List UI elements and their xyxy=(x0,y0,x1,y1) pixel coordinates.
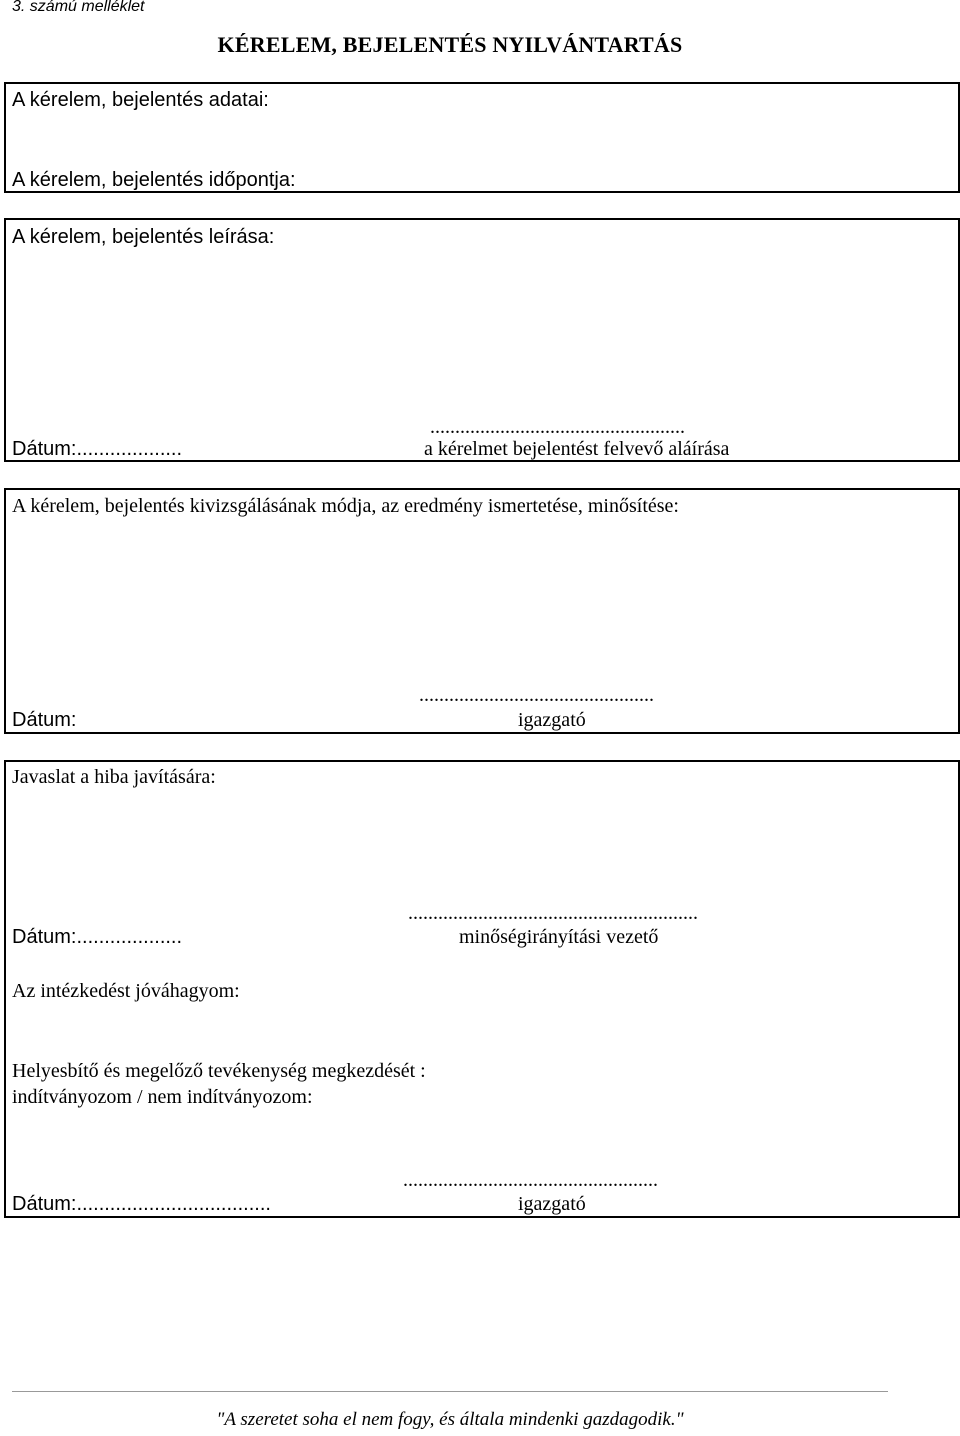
proposal-box xyxy=(4,760,960,1218)
date-field-3: Dátum:................... xyxy=(12,926,183,948)
date-field-1: Dátum:................... xyxy=(12,438,183,460)
signature-dots-2: ............................................... xyxy=(419,684,654,706)
request-description-box xyxy=(4,218,960,462)
footer-divider xyxy=(12,1391,888,1392)
request-time-label: A kérelem, bejelentés időpontja: xyxy=(12,169,296,191)
approval-label: Az intézkedést jóváhagyom: xyxy=(12,980,240,1002)
signature-caption-4: igazgató xyxy=(518,1193,586,1215)
signature-dots-4: ................................................... xyxy=(403,1169,658,1191)
page-title: KÉRELEM, BEJELENTÉS NYILVÁNTARTÁS xyxy=(217,32,683,57)
signature-caption-1: a kérelmet bejelentést felvevő aláírása xyxy=(424,438,730,460)
request-description-label: A kérelem, bejelentés leírása: xyxy=(12,226,275,248)
request-data-box xyxy=(4,82,960,193)
date-field-4: Dátum:................................... xyxy=(12,1193,271,1215)
signature-dots-3: .......................................................... xyxy=(408,902,698,924)
investigation-box xyxy=(4,488,960,734)
date-field-2: Dátum: xyxy=(12,709,77,731)
corrective-action-label-line2: indítványozom / nem indítványozom: xyxy=(12,1086,313,1108)
footer-quote: "A szeretet soha el nem fogy, és általa mindenki gazdagodik." xyxy=(216,1409,684,1430)
signature-caption-3: minőségirányítási vezető xyxy=(459,926,659,948)
signature-caption-2: igazgató xyxy=(518,709,586,731)
proposal-label: Javaslat a hiba javítására: xyxy=(12,766,216,788)
corrective-action-label-line1: Helyesbítő és megelőző tevékenység megkezdését : xyxy=(12,1060,426,1082)
signature-dots-1: ................................................... xyxy=(430,416,685,438)
request-data-label: A kérelem, bejelentés adatai: xyxy=(12,89,269,111)
annex-label: 3. számú melléklet xyxy=(12,0,145,15)
investigation-label: A kérelem, bejelentés kivizsgálásának módja, az eredmény ismertetése, minősítése: xyxy=(12,495,679,517)
